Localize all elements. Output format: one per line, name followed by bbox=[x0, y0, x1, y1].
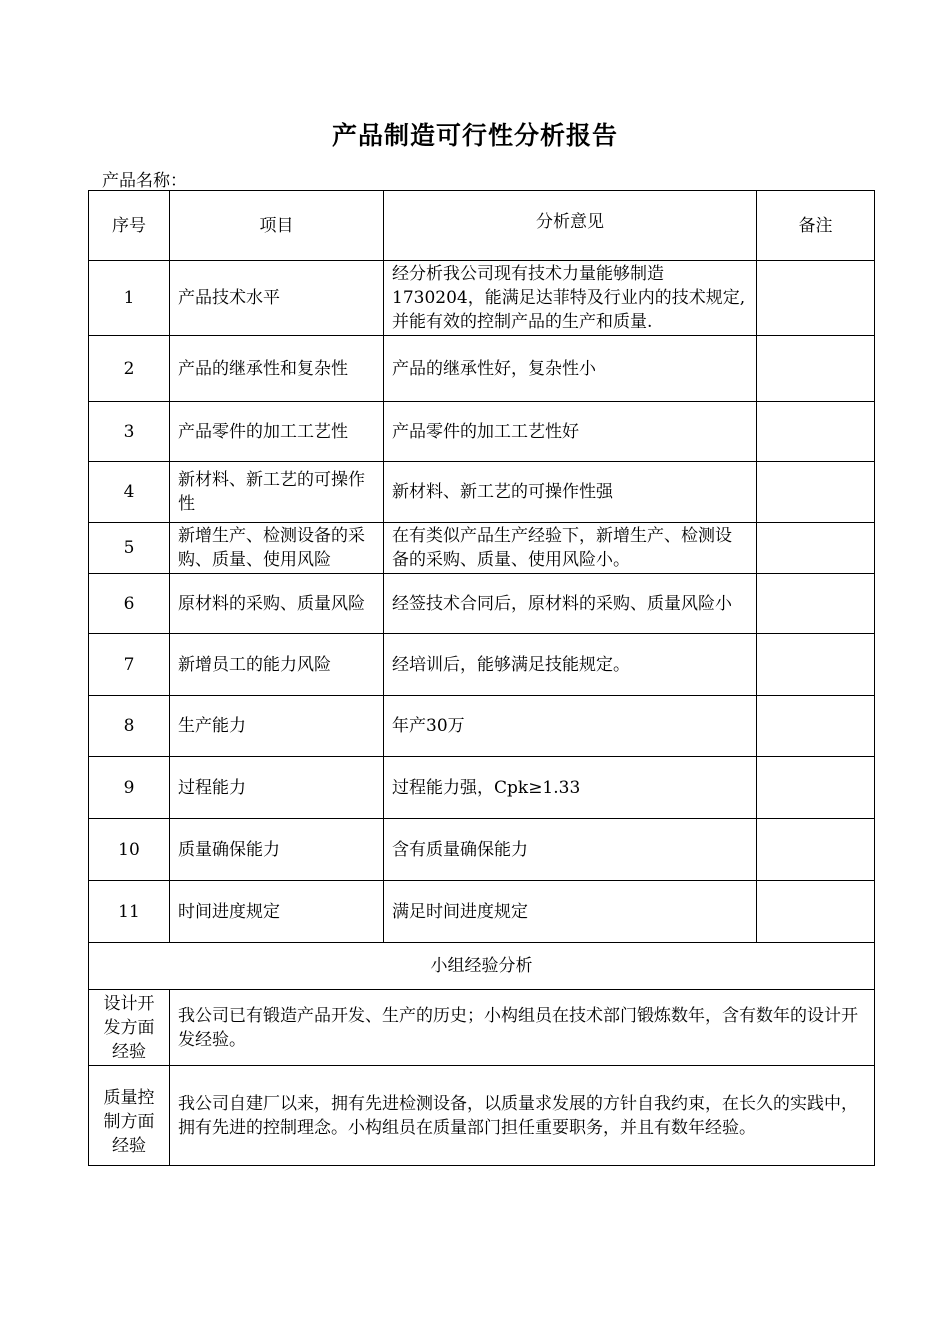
row-item: 原材料的采购、质量风险 bbox=[170, 574, 384, 634]
row-no: 10 bbox=[89, 819, 170, 881]
table-row bbox=[89, 574, 875, 634]
row-no: 3 bbox=[89, 402, 170, 462]
row-no: 9 bbox=[89, 757, 170, 819]
row-opinion: 经培训后，能够满足技能规定。 bbox=[384, 634, 757, 696]
row-no: 5 bbox=[89, 523, 170, 574]
product-name-label: 产品名称： bbox=[102, 171, 187, 191]
row-remark bbox=[757, 757, 875, 819]
row-opinion: 在有类似产品生产经验下，新增生产、检测设备的采购、质量、使用风险小。 bbox=[384, 523, 757, 574]
feasibility-table bbox=[88, 190, 875, 1166]
row-item: 产品技术水平 bbox=[170, 261, 384, 336]
row-remark bbox=[757, 819, 875, 881]
row-no: 8 bbox=[89, 696, 170, 757]
row-remark bbox=[757, 696, 875, 757]
table-row bbox=[89, 261, 875, 336]
table-row bbox=[89, 523, 875, 574]
table-row bbox=[89, 634, 875, 696]
experience-text: 我公司已有锻造产品开发、生产的历史；小构组员在技术部门锻炼数年，含有数年的设计开发经验。 bbox=[170, 990, 875, 1066]
row-remark bbox=[757, 462, 875, 523]
row-item: 生产能力 bbox=[170, 696, 384, 757]
row-item: 产品的继承性和复杂性 bbox=[170, 336, 384, 402]
row-remark bbox=[757, 336, 875, 402]
row-no: 7 bbox=[89, 634, 170, 696]
row-remark bbox=[757, 881, 875, 943]
table-row bbox=[89, 336, 875, 402]
experience-text: 我公司自建厂以来，拥有先进检测设备，以质量求发展的方针自我约束，在长久的实践中，拥有先进的控制理念。小构组员在质量部门担任重要职务，并且有数年经验。 bbox=[170, 1066, 875, 1166]
document-title: 产品制造可行性分析报告 bbox=[331, 121, 618, 150]
row-opinion: 产品的继承性好，复杂性小 bbox=[384, 336, 757, 402]
row-no: 1 bbox=[89, 261, 170, 336]
experience-heading-row bbox=[89, 943, 875, 990]
row-remark bbox=[757, 261, 875, 336]
row-no: 2 bbox=[89, 336, 170, 402]
row-item: 时间进度规定 bbox=[170, 881, 384, 943]
row-remark bbox=[757, 634, 875, 696]
table-row bbox=[89, 402, 875, 462]
row-opinion: 过程能力强，Cpk≥1.33 bbox=[384, 757, 757, 819]
row-opinion: 含有质量确保能力 bbox=[384, 819, 757, 881]
row-opinion: 年产30万 bbox=[384, 696, 757, 757]
experience-row bbox=[89, 990, 875, 1066]
table-row bbox=[89, 462, 875, 523]
row-no: 4 bbox=[89, 462, 170, 523]
header-item: 项目 bbox=[170, 191, 384, 261]
header-no: 序号 bbox=[89, 191, 170, 261]
header-opinion-label: 分析意见 bbox=[536, 211, 604, 232]
header-remark: 备注 bbox=[757, 191, 875, 261]
row-remark bbox=[757, 402, 875, 462]
row-remark bbox=[757, 574, 875, 634]
row-opinion: 经分析我公司现有技术力量能够制造1730204，能满足达菲特及行业内的技术规定,并能有效的控制产品的生产和质量. bbox=[384, 261, 757, 336]
row-no: 6 bbox=[89, 574, 170, 634]
row-item: 过程能力 bbox=[170, 757, 384, 819]
table-row bbox=[89, 696, 875, 757]
row-opinion: 新材料、新工艺的可操作性强 bbox=[384, 462, 757, 523]
experience-label: 质量控制方面经验 bbox=[89, 1066, 170, 1166]
row-opinion: 产品零件的加工工艺性好 bbox=[384, 402, 757, 462]
row-item: 产品零件的加工工艺性 bbox=[170, 402, 384, 462]
row-no: 11 bbox=[89, 881, 170, 943]
row-item: 新增员工的能力风险 bbox=[170, 634, 384, 696]
table-header-row bbox=[89, 191, 875, 261]
row-item: 质量确保能力 bbox=[170, 819, 384, 881]
row-remark bbox=[757, 523, 875, 574]
experience-row bbox=[89, 1066, 875, 1166]
header-opinion bbox=[384, 191, 757, 261]
row-opinion: 经签技术合同后，原材料的采购、质量风险小 bbox=[384, 574, 757, 634]
row-item: 新增生产、检测设备的采购、质量、使用风险 bbox=[170, 523, 384, 574]
experience-heading: 小组经验分析 bbox=[89, 943, 875, 990]
table-row bbox=[89, 757, 875, 819]
experience-label: 设计开发方面经验 bbox=[89, 990, 170, 1066]
row-item: 新材料、新工艺的可操作性 bbox=[170, 462, 384, 523]
table-row bbox=[89, 881, 875, 943]
table-row bbox=[89, 819, 875, 881]
row-opinion: 满足时间进度规定 bbox=[384, 881, 757, 943]
